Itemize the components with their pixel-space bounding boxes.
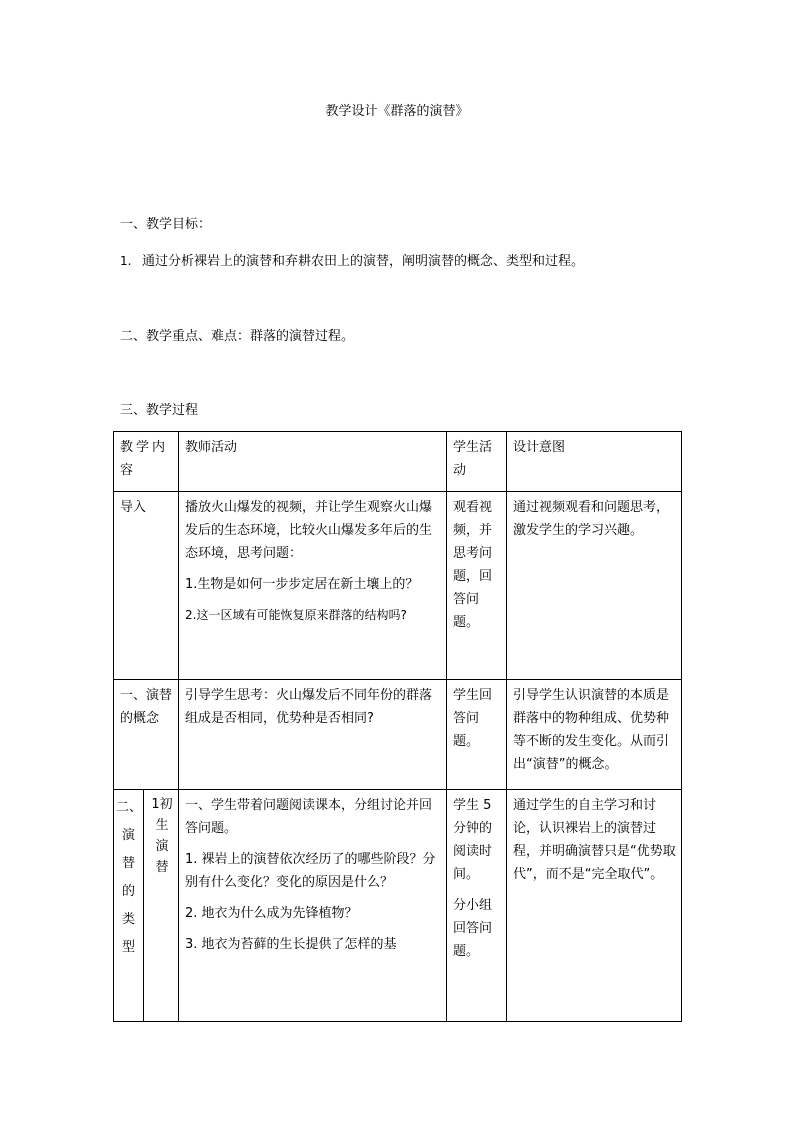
- page-title: 教学设计《群落的演替》: [325, 104, 469, 119]
- types-teacher-text: 一、学生带着问题阅读课本，分组讨论并回答问题。: [185, 798, 433, 836]
- types-content-char: 替: [121, 856, 135, 871]
- key-points: 二、教学重点、难点：群落的演替过程。: [120, 329, 355, 344]
- types-student: [447, 790, 507, 1022]
- types-question-3: 3. 地衣为苔藓的生长提供了怎样的基: [185, 937, 397, 952]
- types-sub-char: 演: [155, 839, 169, 854]
- types-question-1: 1. 裸岩上的演替依次经历了的哪些阶段？分别有什么变化？变化的原因是什么？: [185, 852, 436, 890]
- header-student: 学生活动: [447, 432, 507, 492]
- concept-design: 引导学生认识演替的本质是群落中的物种组成、优势种等不断的发生变化。从而引出“演替”的概念。: [507, 680, 682, 790]
- lesson-table: [113, 431, 682, 1022]
- types-content-char: 型: [121, 940, 135, 955]
- types-student-2: 分小组回答问题。: [453, 898, 493, 959]
- table-row-types: [114, 790, 682, 1022]
- types-design: 通过学生的自主学习和讨论，认识裸岩上的演替过程，并明确演替只是“优势取代”，而不是“完全取代”。: [507, 790, 682, 1022]
- table-header-row: [114, 432, 682, 492]
- goal-text: 通过分析裸岩上的演替和弃耕农田上的演替，阐明演替的概念、类型和过程。: [142, 254, 585, 269]
- process-heading: 三、教学过程: [120, 403, 199, 418]
- header-teacher: 教师活动: [179, 432, 447, 492]
- types-content-char: 演: [121, 828, 135, 843]
- goal-item-1: [120, 250, 584, 269]
- table-row-intro: [114, 492, 682, 680]
- intro-teacher: [179, 492, 447, 680]
- intro-design: 通过视频观看和问题思考，激发学生的学习兴趣。: [507, 492, 682, 680]
- types-sub-content: [144, 790, 179, 1022]
- intro-question-1: 1.生物是如何一步步定居在新土壤上的？: [185, 577, 419, 592]
- intro-teacher-text: 播放火山爆发的视频，并让学生观察火山爆发后的生态环境，比较火山爆发多年后的生态环境，思考问题：: [185, 500, 433, 561]
- types-content-char: 的: [121, 884, 135, 899]
- intro-student: 观看视频，并思考问题，回答问题。: [447, 492, 507, 680]
- goal-number: 1.: [120, 254, 132, 268]
- header-content: 教学内容: [114, 432, 179, 492]
- types-sub-number: 1初: [151, 797, 173, 812]
- types-content-char: 二、: [116, 800, 143, 815]
- intro-content: 导入: [114, 492, 179, 680]
- table-row-concept: [114, 680, 682, 790]
- types-content-char: 类: [121, 912, 135, 927]
- goals-heading: 一、教学目标：: [120, 217, 212, 232]
- types-question-2: 2. 地衣为什么成为先锋植物？: [185, 906, 358, 921]
- header-design: 设计意图: [507, 432, 682, 492]
- concept-student: 学生回答问题。: [447, 680, 507, 790]
- types-content: [114, 790, 144, 1022]
- types-sub-char: 替: [155, 860, 169, 875]
- types-student-1: 学生 5 分钟的阅读时间。: [453, 798, 493, 882]
- concept-teacher: 引导学生思考：火山爆发后不同年份的群落组成是否相同，优势种是否相同?: [179, 680, 447, 790]
- types-teacher: [179, 790, 447, 1022]
- types-sub-char: 生: [155, 818, 169, 833]
- intro-question-2: 2.这一区域有可能恢复原来群落的结构吗?: [185, 608, 407, 622]
- concept-content: 一、演替的概念: [114, 680, 179, 790]
